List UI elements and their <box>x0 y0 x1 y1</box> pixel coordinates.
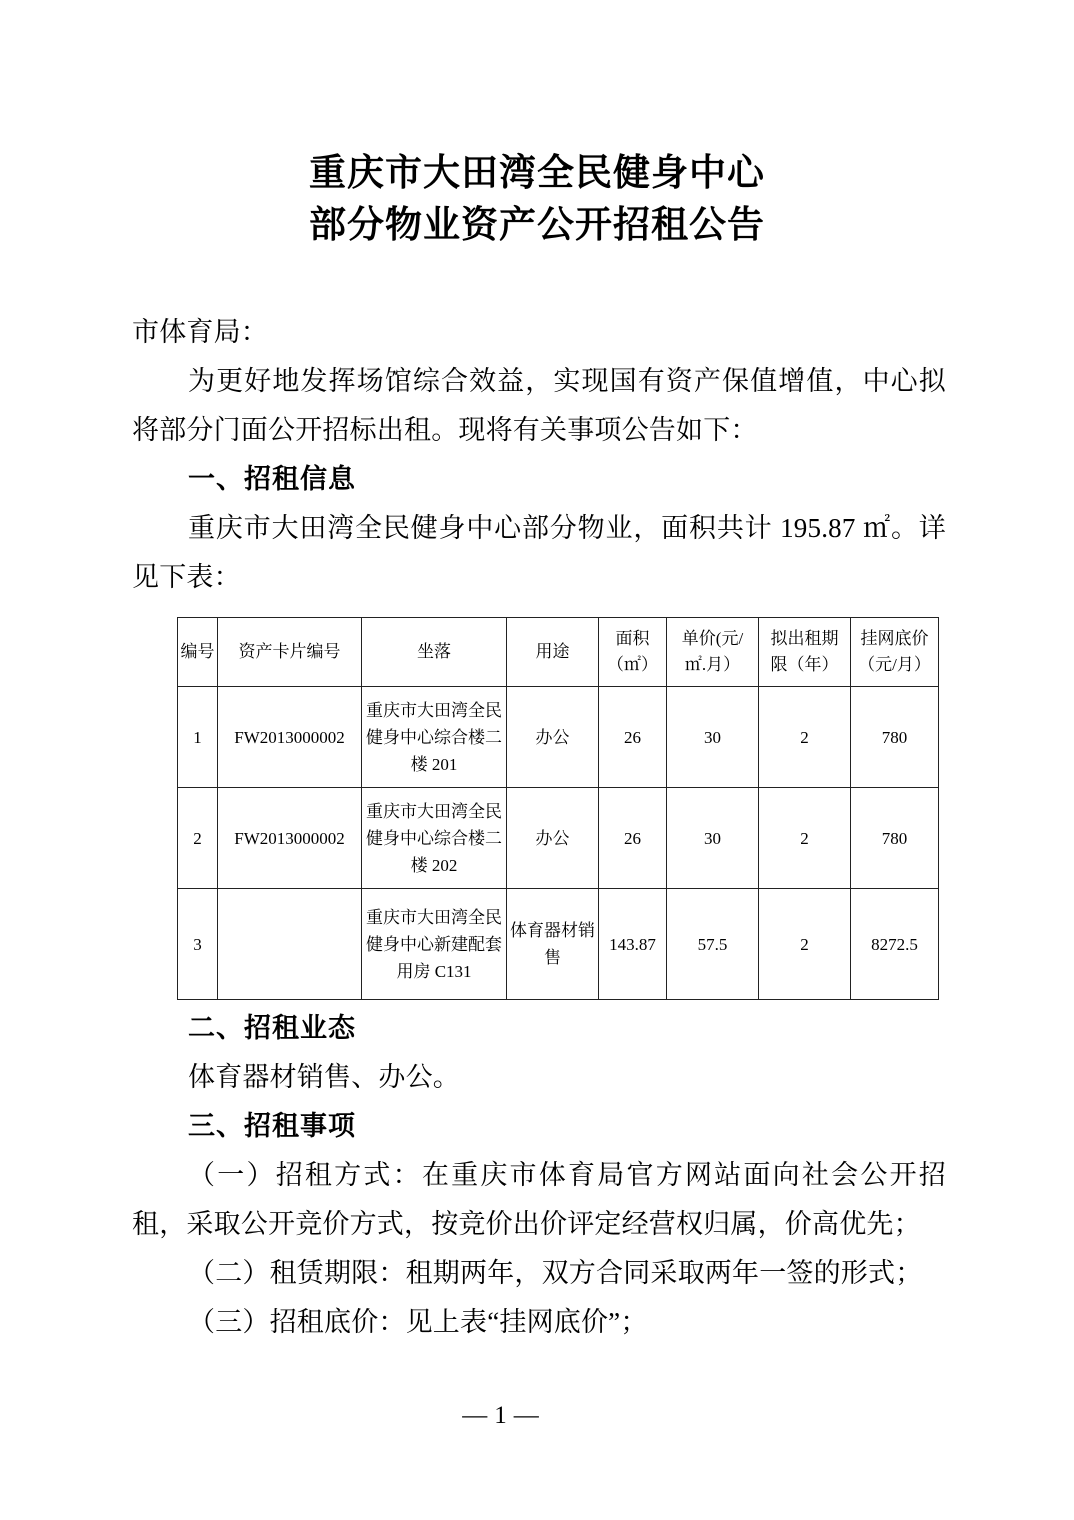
column-header-unit-price <box>667 618 759 687</box>
cell-unit-price: 30 <box>667 687 759 788</box>
cell-location: 重庆市大田湾全民健身中心新建配套用房 C131 <box>362 889 507 1000</box>
cell-area: 143.87 <box>599 889 667 1000</box>
cell-base-price: 8272.5 <box>851 889 939 1000</box>
cell-card-no: FW2013000002 <box>218 788 362 889</box>
cell-card-no: FW2013000002 <box>218 687 362 788</box>
document-body-top <box>132 308 946 602</box>
section-1-heading: 一、招租信息 <box>188 464 356 494</box>
table-header <box>178 618 939 687</box>
column-header-base-price <box>851 618 939 687</box>
section-3-item-2: （二）租赁期限：租期两年，双方合同采取两年一签的形式； <box>188 1258 923 1288</box>
cell-base-price: 780 <box>851 788 939 889</box>
table-body <box>178 687 939 1000</box>
title-line-1: 重庆市大田湾全民健身中心 <box>309 153 765 194</box>
footer-dash-right: — <box>513 1402 542 1429</box>
section-1-paragraph: 重庆市大田湾全民健身中心部分物业，面积共计 195.87 ㎡。详见下表： <box>132 513 946 592</box>
column-header-location: 坐落 <box>362 618 507 687</box>
cell-term: 2 <box>759 889 851 1000</box>
cell-area: 26 <box>599 788 667 889</box>
column-header-base-price-line1: 挂网底价 <box>860 629 929 648</box>
column-header-card-no: 资产卡片编号 <box>218 618 362 687</box>
cell-no: 3 <box>178 889 218 1000</box>
cell-location: 重庆市大田湾全民健身中心综合楼二楼 201 <box>362 687 507 788</box>
footer-page-number: 1 <box>494 1402 510 1429</box>
cell-location: 重庆市大田湾全民健身中心综合楼二楼 202 <box>362 788 507 889</box>
intro-paragraph: 为更好地发挥场馆综合效益，实现国有资产保值增值，中心拟将部分门面公开招标出租。现将有关事项公告如下： <box>132 366 946 445</box>
cell-term: 2 <box>759 687 851 788</box>
section-3-item-3: （三）招租底价：见上表“挂网底价”； <box>188 1307 648 1337</box>
table-row <box>178 788 939 889</box>
cell-card-no <box>218 889 362 1000</box>
page-footer <box>0 1402 1074 1430</box>
cell-unit-price: 57.5 <box>667 889 759 1000</box>
column-header-area-line1: 面积 <box>615 629 650 648</box>
cell-usage: 办公 <box>507 788 599 889</box>
column-header-base-price-line2: （元/月） <box>858 655 931 674</box>
column-header-area-line2: （㎡） <box>607 655 658 674</box>
column-header-term-line2: 限（年） <box>770 655 839 674</box>
title-line-2: 部分物业资产公开招租公告 <box>309 205 765 246</box>
document-body-bottom <box>132 1004 946 1347</box>
table-header-row <box>178 618 939 687</box>
column-header-area <box>599 618 667 687</box>
column-header-unit-price-line1: 单价(元/ <box>681 629 744 648</box>
column-header-usage: 用途 <box>507 618 599 687</box>
section-2-paragraph: 体育器材销售、办公。 <box>188 1062 460 1092</box>
column-header-unit-price-line2: ㎡.月） <box>684 655 741 674</box>
cell-term: 2 <box>759 788 851 889</box>
cell-no: 2 <box>178 788 218 889</box>
column-header-term-line1: 拟出租期 <box>770 629 839 648</box>
column-header-term <box>759 618 851 687</box>
page-title <box>0 148 1074 252</box>
cell-area: 26 <box>599 687 667 788</box>
addressee-line: 市体育局： <box>132 317 268 347</box>
cell-unit-price: 30 <box>667 788 759 889</box>
assets-table <box>177 617 939 1000</box>
table-row <box>178 889 939 1000</box>
table-row <box>178 687 939 788</box>
cell-base-price: 780 <box>851 687 939 788</box>
section-3-item-1: （一）招租方式：在重庆市体育局官方网站面向社会公开招租，采取公开竞价方式，按竞价出价评定经营权归属，价高优先； <box>132 1160 946 1239</box>
section-2-heading: 二、招租业态 <box>188 1013 356 1043</box>
cell-usage: 体育器材销售 <box>507 889 599 1000</box>
column-header-no: 编号 <box>178 618 218 687</box>
cell-usage: 办公 <box>507 687 599 788</box>
cell-no: 1 <box>178 687 218 788</box>
footer-dash-left: — <box>462 1402 491 1429</box>
assets-table-container <box>177 617 938 1000</box>
section-3-heading: 三、招租事项 <box>188 1111 356 1141</box>
